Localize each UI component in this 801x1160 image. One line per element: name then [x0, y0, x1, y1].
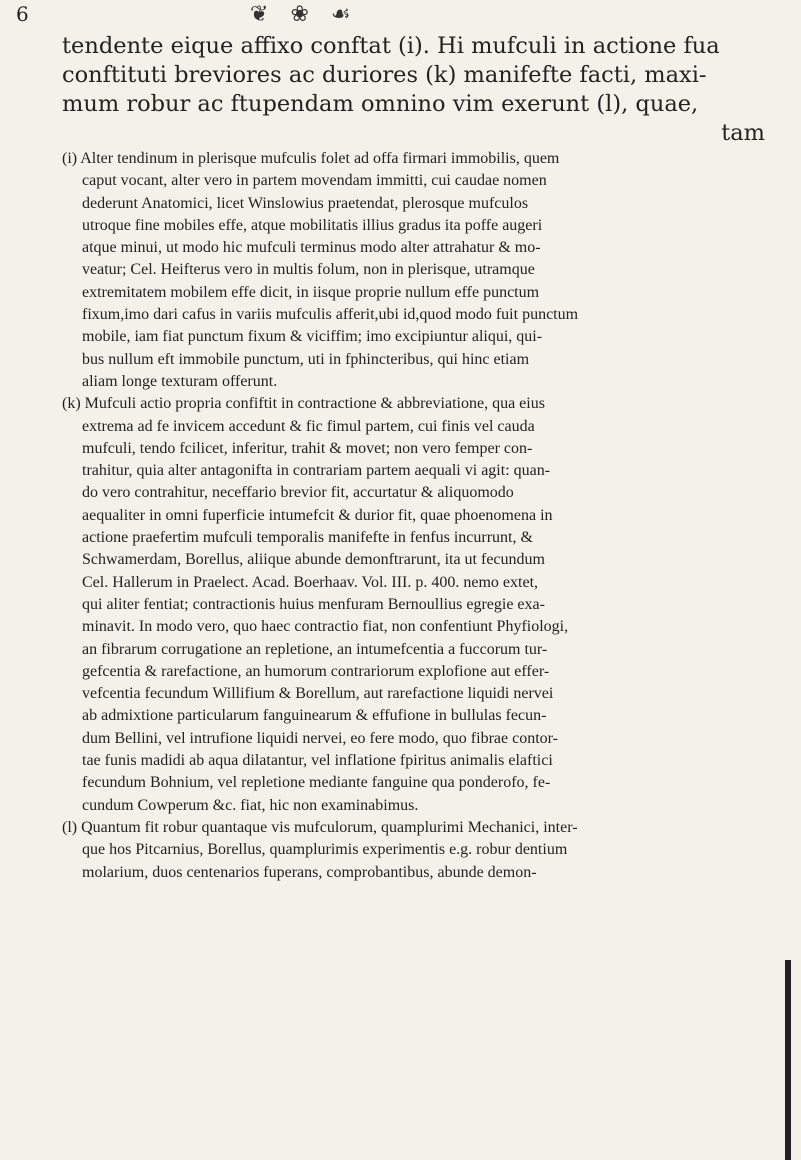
footnote-line: extrema ad fe invicem accedunt & fic fimul partem, cui finis vel cauda: [82, 417, 535, 435]
footnote-line: que hos Pitcarnius, Borellus, quamplurimis experimentis e.g. robur dentium: [82, 841, 568, 859]
footnote-line: qui aliter fentiat; contractionis huius menfuram Bernoullius egregie exa-: [82, 595, 545, 613]
ornament-glyph: ☙: [330, 2, 351, 27]
footnote-line: actione praefertim mufculi temporalis manifefte in fenfus incurrunt, &: [82, 529, 533, 547]
footnote-line: tae funis madidi ab aqua dilatantur, vel inflatione fpiritus animalis elaftici: [82, 752, 553, 770]
footnote-line: veatur; Cel. Heifterus vero in multis folum, non in plerisque, utramque: [82, 261, 535, 279]
footnote-line: Cel. Hallerum in Praelect. Acad. Boerhaav. Vol. III. p. 400. nemo extet,: [82, 573, 539, 591]
footnote-line: dederunt Anatomici, licet Winslowius praetendat, plerosque mufculos: [82, 194, 529, 212]
footnote-line: dum Bellini, vel intrufione liquidi nervei, eo fere modo, quo fibrae contor-: [82, 729, 558, 747]
footnote-line: cundum Cowperum &c. fiat, hic non examinabimus.: [82, 796, 419, 814]
footnote-line: utroque fine mobiles effe, atque mobilitatis illius gradus ita poffe augeri: [82, 216, 543, 234]
footnote-line: trahitur, quia alter antagonifta in contrariam partem aequali vi agit: quan-: [82, 462, 551, 480]
header-ornaments: [250, 2, 550, 27]
footnote-line: fixum,imo dari cafus in variis mufculis afferit,ubi id,quod modo fuit punctum: [82, 306, 579, 324]
footnote-line: mufculi, tendo fcilicet, inferitur, trahit & movet; non vero femper con-: [82, 439, 533, 457]
page-edge-shadow: [785, 960, 791, 1160]
main-line: conftituti breviores ac duriores (k) manifefte facti, maxi-: [62, 62, 707, 88]
footnote-line: (l) Quantum fit robur quantaque vis mufculorum, quamplurimi Mechanici, inter-: [62, 818, 578, 836]
ornament-glyph: ❦: [250, 2, 269, 27]
main-line: mum robur ac ftupendam omnino vim exerunt (l), quae,: [62, 91, 699, 117]
footnote-line: extremitatem mobilem effe dicit, in iisque proprie nullum effe punctum: [82, 283, 540, 301]
footnote-line: bus nullum eft immobile punctum, uti in fphincteribus, qui hinc etiam: [82, 350, 530, 368]
footnote-line: ab admixtione particularum fanguinearum & effufione in bullulas fecun-: [82, 707, 547, 725]
footnote-line: gefcentia & rarefactione, an humorum contrariorum explofione aut effer-: [82, 662, 550, 680]
footnote-line: minavit. In modo vero, quo haec contractio fiat, non confentiunt Phyfiologi,: [82, 618, 569, 636]
footnote-line: atque minui, ut modo hic mufculi terminus modo alter attrahatur & mo-: [82, 239, 541, 257]
footnote-line: mobile, iam fiat punctum fixum & viciffim; imo excipiuntur aliqui, qui-: [82, 328, 543, 346]
footnote-line: (i) Alter tendinum in plerisque mufculis folet ad offa firmari immobilis, quem: [62, 150, 560, 167]
footnote-line: aliam longe texturam offerunt.: [82, 372, 278, 390]
main-line: tendente eique affixo conftat (i). Hi mufculi in actione fua: [62, 33, 720, 59]
footnote-line: do vero contrahitur, neceffario brevior fit, accurtatur & aliquomodo: [82, 484, 514, 502]
main-paragraph: [62, 32, 765, 148]
footnote-line: caput vocant, alter vero in partem movendam immitti, cui caudae nomen: [82, 172, 547, 190]
footnote-line: (k) Mufculi actio propria confiftit in contractione & abbreviatione, qua eius: [62, 395, 545, 413]
footnote-line: vefcentia fecundum Willifium & Borellum, aut rarefactione liquidi nervei: [82, 685, 554, 703]
ornament-glyph: ❀: [290, 2, 309, 27]
footnote-line: Schwamerdam, Borellus, aliique abunde demonftrarunt, ita ut fecundum: [82, 551, 545, 569]
footnote-line: fecundum Bohnium, vel repletione mediante fanguine qua ponderofo, fe-: [82, 774, 551, 792]
footnote-line: an fibrarum corrugatione an repletione, an intumefcentia a fuccorum tur-: [82, 640, 548, 658]
footnotes: [62, 148, 765, 884]
page-corner-marker: 6: [16, 2, 29, 26]
footnote-line: aequaliter in omni fuperficie intumefcit & durior fit, quae phoenomena in: [82, 506, 553, 524]
catchword: tam: [721, 120, 765, 146]
footnote-line: molarium, duos centenarios fuperans, comprobantibus, abunde demon-: [82, 863, 537, 881]
